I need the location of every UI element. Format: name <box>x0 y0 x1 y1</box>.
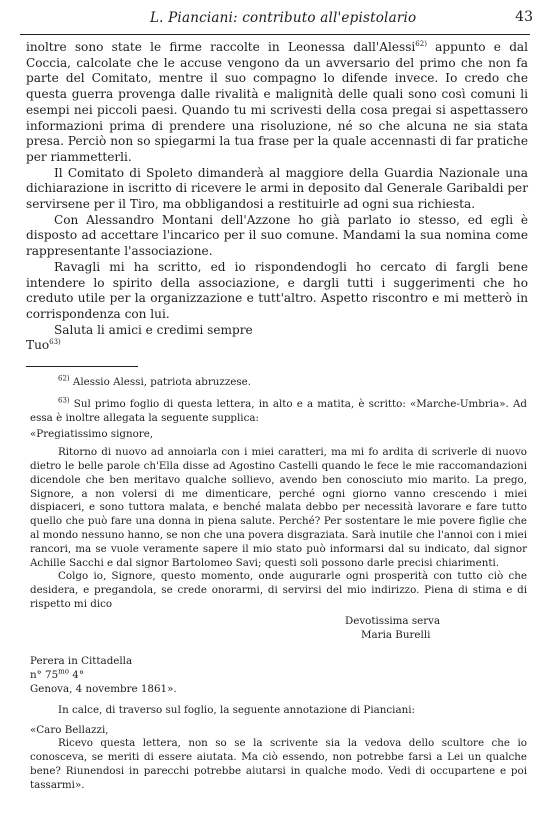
address-suffix: mo <box>58 667 70 676</box>
running-header <box>20 8 533 32</box>
supplica-closing: Devotissima serva <box>345 614 441 627</box>
paragraph-4: Ravagli mi ha scritto, ed io rispondendogli ho cercato di fargli bene intendere lo spirito della associazione, e dargli tutti i suggerimenti che ho creduto utile per la organizzazione e tutt'altro. Aspetto riscontro e mi metterò in corrispondenza con lui. <box>26 259 528 321</box>
paragraph-1-text-rest: appunto e dal Coccia, calcolate che le accuse vengono da un avversario del primo che non fa parte del Comitato, mentre il suo compagno lo difende invece. Io credo che questa guerra provenga dalle rivalità e malignità delle quali sono così comuni li esempi nei piccoli paesi. Quando tu mi scrivesti della cosa pregai si aspettassero informazioni prima di prendere una risoluzione, né so che alcuna ne sia stata presa. Perciò non so spiegarmi la tua frase per la quale accennasti di far pratiche per riammetterli. <box>26 40 529 164</box>
supplica-paragraph-2: Colgo io, Signore, questo momento, onde augurarle ogni prosperità con tutto ciò che desidera, e pregandola, se crede onorarmi, di servirsi del mio indirizzo. Piena di stima e di rispetto mi dico <box>30 570 527 610</box>
header-rule <box>20 34 530 35</box>
footnotes <box>30 376 527 793</box>
signature-text: Tuo <box>26 338 50 353</box>
annotation-salutation: «Caro Bellazzi, <box>30 723 109 736</box>
footnote-63-marker: 63) <box>58 396 70 405</box>
address-date: Genova, 4 novembre 1861». <box>30 682 177 695</box>
footnote-ref-63: 63) <box>49 338 61 347</box>
supplica-signer: Maria Burelli <box>361 628 431 641</box>
paragraph-1-text: inoltre sono state le firme raccolte in Leonessa dall'Alessi <box>26 40 416 54</box>
supplica-quote <box>30 446 527 612</box>
footnote-63 <box>30 398 527 426</box>
page-number: 43 <box>515 9 533 25</box>
footnote-rule <box>26 366 138 367</box>
supplica-signature <box>345 614 527 642</box>
paragraph-1 <box>26 40 528 166</box>
footnote-62-marker: 62) <box>58 374 70 383</box>
annotation-intro: In calce, di traverso sul foglio, la seguente annotazione di Pianciani: <box>58 703 416 716</box>
annotation-text: Ricevo questa lettera, non so se la scrivente sia la vedova dello scultore che io conosceva, se meriti di essere aiutata. Ma ciò essendo, non potrebbe farsi a Lei un qualche bene? Riunendosi in parecchi potrebbe aiutarsi in qualche modo. Vedi di occupartene e poi tassarmi». <box>30 737 527 791</box>
footnote-62-text: Alessio Alessi, patriota abruzzese. <box>69 376 252 388</box>
address-line-1: Perera in Cittadella <box>30 654 133 667</box>
running-title: L. Pianciani: contributo all'epistolario <box>150 10 417 26</box>
signature <box>26 338 528 354</box>
closing-line: Saluta li amici e credimi sempre <box>54 322 253 337</box>
letter-body <box>26 40 528 354</box>
address-number: n° 75 <box>30 668 59 681</box>
footnote-ref-62: 62) <box>415 39 427 48</box>
paragraph-2: Il Comitato di Spoleto dimanderà al maggiore della Guardia Nazionale una dichiarazione in iscritto di ricevere le armi in deposito dal Generale Garibaldi per servirsene per il Tiro, ma obbligandosi a restituirle ad ogni sua richiesta. <box>26 165 528 212</box>
supplica-salutation: «Pregiatissimo signore, <box>30 428 154 441</box>
supplica-paragraph-1: Ritorno di nuovo ad annoiarla con i miei caratteri, ma mi fo ardita di scriverle di nuovo dietro le belle parole ch'Ella disse ad Agostino Castelli quando le fece le mie raccomandazioni dicendole che ben meritavo qualche sollievo, avendo ben conosciuto mio marito. La prego, Signore, a non volersi di me dimenticare, perché ogni giorno vanno crescendo i miei dispiaceri, e sono tuttora malata, e benché malata debbo per necessità lavorare e fare tutto quello che può fare una donna in piena salute. Perché? Per sostentare le mie povere figlie che al mondo nessuno hanno, se non che una povera disgraziata. Sarà inutile che l'annoi con i miei rancori, ma se vuole veramente sapere il mio stato può informarsi dal su indicato, dal signor Achille Sacchi e dal signor Bartolomeo Savi; questi soli possono darle precisi chiarimenti. <box>30 446 527 569</box>
footnote-63-text: Sul primo foglio di questa lettera, in alto e a matita, è scritto: «Marche-Umbria». Ad essa è inoltre allegata la seguente supplica: <box>30 397 527 424</box>
footnote-62 <box>30 376 527 390</box>
address-floor: 4° <box>69 668 84 681</box>
paragraph-3: Con Alessandro Montani dell'Azzone ho già parlato io stesso, ed egli è disposto ad accettare l'incarico per il suo comune. Mandami la sua nomina come rappresentante l'associazione. <box>26 212 528 259</box>
address-line-2 <box>30 668 527 682</box>
supplica-address <box>30 654 527 696</box>
